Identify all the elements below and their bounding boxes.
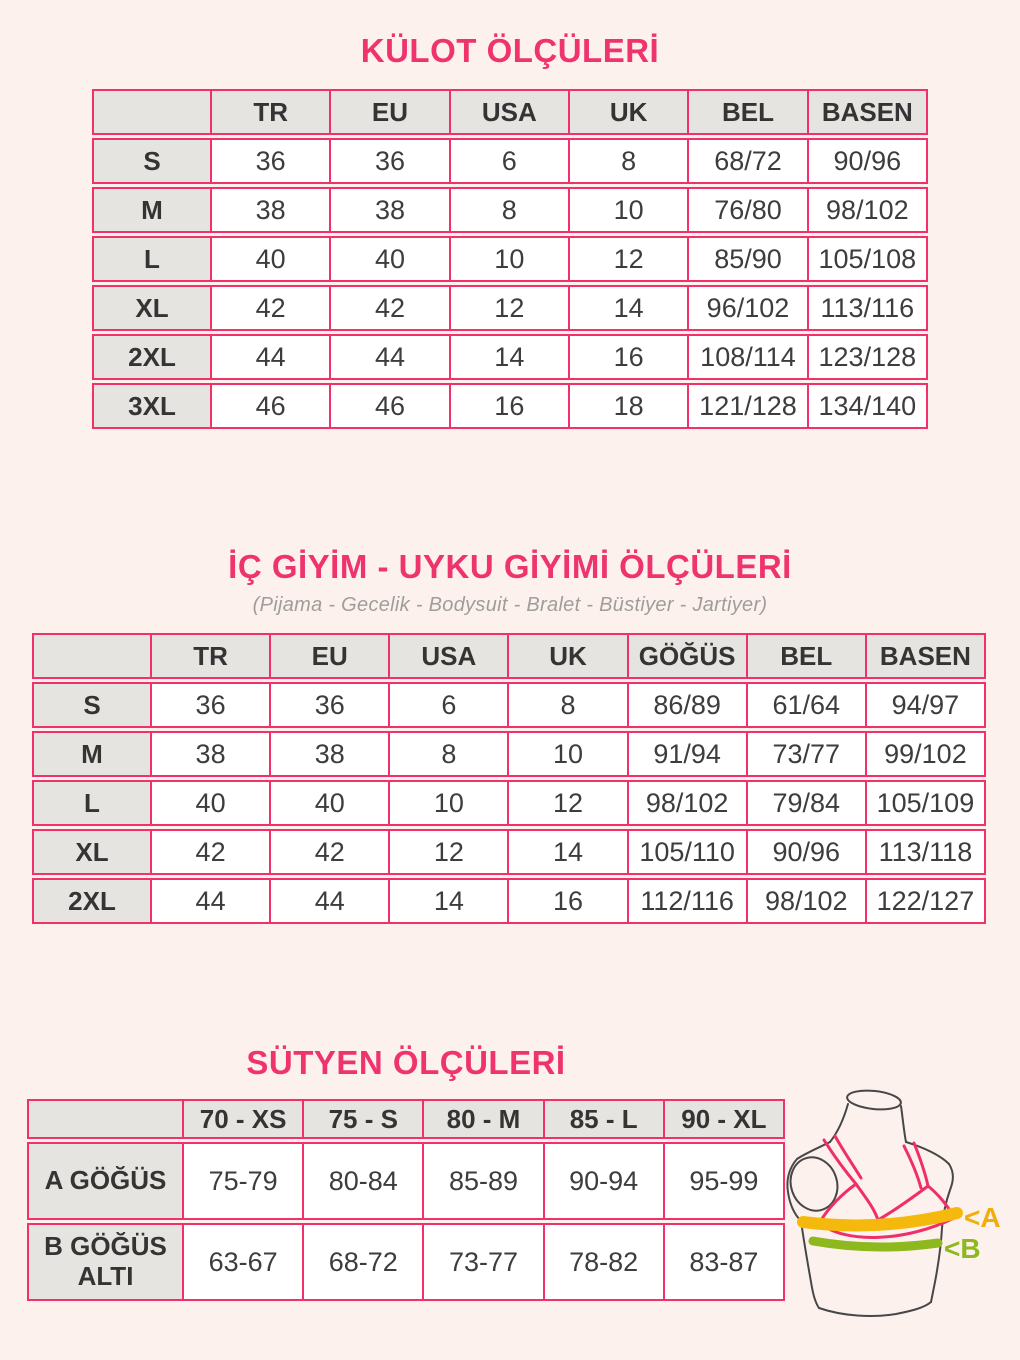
size-cell: 90/96 <box>809 138 928 184</box>
size-cell: 78-82 <box>545 1223 665 1301</box>
sutyen-table-title: SÜTYEN ÖLÇÜLERİ <box>246 1044 566 1081</box>
size-cell: 112/116 <box>629 878 748 924</box>
size-cell: 122/127 <box>867 878 986 924</box>
column-header: 80 - M <box>424 1099 544 1139</box>
size-cell: 61/64 <box>748 682 867 728</box>
size-cell: 44 <box>331 334 450 380</box>
measure-a-label: <A <box>964 1202 1001 1233</box>
size-cell: 98/102 <box>748 878 867 924</box>
size-cell: 12 <box>509 780 628 826</box>
size-cell: 105/110 <box>629 829 748 875</box>
size-cell: 63-67 <box>184 1223 304 1301</box>
kulot-table-title: KÜLOT ÖLÇÜLERİ <box>360 32 660 69</box>
size-cell: 6 <box>390 682 509 728</box>
size-cell: 85-89 <box>424 1142 544 1220</box>
table-row <box>32 780 986 826</box>
table-row <box>92 285 928 331</box>
ic-giyim-table-title: İÇ GİYİM - UYKU GİYİMİ ÖLÇÜLERİ <box>228 548 792 585</box>
table-row <box>32 829 986 875</box>
size-cell: 10 <box>390 780 509 826</box>
column-header: 75 - S <box>304 1099 424 1139</box>
size-cell: 14 <box>509 829 628 875</box>
table-row <box>32 731 986 777</box>
size-cell: 14 <box>390 878 509 924</box>
column-header: BASEN <box>867 633 986 679</box>
size-cell: 108/114 <box>689 334 808 380</box>
corner-cell <box>27 1099 184 1139</box>
row-label: 2XL <box>92 334 212 380</box>
size-cell: 36 <box>331 138 450 184</box>
kulot-size-table <box>92 86 928 432</box>
size-cell: 86/89 <box>629 682 748 728</box>
size-cell: 98/102 <box>809 187 928 233</box>
row-label: A GÖĞÜS <box>27 1142 184 1220</box>
size-cell: 36 <box>271 682 390 728</box>
size-cell: 10 <box>451 236 570 282</box>
size-cell: 90/96 <box>748 829 867 875</box>
header-row <box>32 633 986 679</box>
size-cell: 113/118 <box>867 829 986 875</box>
size-cell: 8 <box>509 682 628 728</box>
row-label: XL <box>92 285 212 331</box>
column-header: UK <box>509 633 628 679</box>
size-cell: 73-77 <box>424 1223 544 1301</box>
size-cell: 40 <box>271 780 390 826</box>
size-cell: 91/94 <box>629 731 748 777</box>
table-row <box>32 682 986 728</box>
size-cell: 14 <box>451 334 570 380</box>
column-header: USA <box>390 633 509 679</box>
table-row <box>92 236 928 282</box>
row-label: S <box>32 682 152 728</box>
column-header: UK <box>570 89 689 135</box>
size-cell: 38 <box>212 187 331 233</box>
bra-measurement-diagram <box>780 1080 1020 1360</box>
size-cell: 85/90 <box>689 236 808 282</box>
size-cell: 44 <box>152 878 271 924</box>
size-cell: 16 <box>509 878 628 924</box>
size-cell: 18 <box>570 383 689 429</box>
row-label: 3XL <box>92 383 212 429</box>
size-cell: 44 <box>271 878 390 924</box>
sutyen-size-table <box>27 1096 785 1304</box>
ic-giyim-size-table <box>32 630 986 927</box>
column-header: EU <box>271 633 390 679</box>
size-cell: 10 <box>570 187 689 233</box>
column-header: BEL <box>748 633 867 679</box>
size-cell: 46 <box>212 383 331 429</box>
row-label: L <box>32 780 152 826</box>
size-cell: 96/102 <box>689 285 808 331</box>
size-cell: 12 <box>390 829 509 875</box>
table-row <box>27 1142 785 1220</box>
size-cell: 75-79 <box>184 1142 304 1220</box>
size-cell: 36 <box>212 138 331 184</box>
table-row <box>92 383 928 429</box>
corner-cell <box>32 633 152 679</box>
measure-b-label: <B <box>944 1233 981 1264</box>
size-cell: 38 <box>152 731 271 777</box>
size-cell: 16 <box>570 334 689 380</box>
size-cell: 99/102 <box>867 731 986 777</box>
size-cell: 42 <box>212 285 331 331</box>
row-label: B GÖĞÜS ALTI <box>27 1223 184 1301</box>
row-label: S <box>92 138 212 184</box>
size-cell: 68-72 <box>304 1223 424 1301</box>
size-cell: 8 <box>390 731 509 777</box>
size-cell: 40 <box>212 236 331 282</box>
size-cell: 76/80 <box>689 187 808 233</box>
size-cell: 121/128 <box>689 383 808 429</box>
size-cell: 10 <box>509 731 628 777</box>
size-cell: 38 <box>271 731 390 777</box>
size-cell: 40 <box>152 780 271 826</box>
size-cell: 42 <box>331 285 450 331</box>
size-cell: 44 <box>212 334 331 380</box>
size-cell: 134/140 <box>809 383 928 429</box>
table-row <box>92 187 928 233</box>
column-header: USA <box>451 89 570 135</box>
size-cell: 90-94 <box>545 1142 665 1220</box>
size-cell: 105/108 <box>809 236 928 282</box>
size-cell: 113/116 <box>809 285 928 331</box>
row-label: XL <box>32 829 152 875</box>
size-cell: 94/97 <box>867 682 986 728</box>
underbust-line-b <box>813 1241 938 1247</box>
size-cell: 68/72 <box>689 138 808 184</box>
corner-cell <box>92 89 212 135</box>
size-cell: 12 <box>570 236 689 282</box>
size-cell: 8 <box>570 138 689 184</box>
size-cell: 80-84 <box>304 1142 424 1220</box>
size-cell: 14 <box>570 285 689 331</box>
row-label: L <box>92 236 212 282</box>
column-header: 90 - XL <box>665 1099 785 1139</box>
ic-giyim-table-subtitle: (Pijama - Gecelik - Bodysuit - Bralet - Büstiyer - Jartiyer) <box>252 594 768 616</box>
size-cell: 40 <box>331 236 450 282</box>
table-row <box>27 1223 785 1301</box>
size-cell: 16 <box>451 383 570 429</box>
size-cell: 123/128 <box>809 334 928 380</box>
column-header: GÖĞÜS <box>629 633 748 679</box>
row-label: M <box>32 731 152 777</box>
table-row <box>32 878 986 924</box>
size-cell: 38 <box>331 187 450 233</box>
size-cell: 42 <box>152 829 271 875</box>
row-label: M <box>92 187 212 233</box>
size-cell: 8 <box>451 187 570 233</box>
size-cell: 79/84 <box>748 780 867 826</box>
column-header: BEL <box>689 89 808 135</box>
column-header: BASEN <box>809 89 928 135</box>
size-cell: 105/109 <box>867 780 986 826</box>
size-cell: 98/102 <box>629 780 748 826</box>
size-cell: 12 <box>451 285 570 331</box>
table-row <box>92 138 928 184</box>
size-cell: 73/77 <box>748 731 867 777</box>
size-cell: 46 <box>331 383 450 429</box>
size-cell: 36 <box>152 682 271 728</box>
size-cell: 42 <box>271 829 390 875</box>
column-header: EU <box>331 89 450 135</box>
row-label: 2XL <box>32 878 152 924</box>
column-header: TR <box>212 89 331 135</box>
column-header: TR <box>152 633 271 679</box>
column-header: 70 - XS <box>184 1099 304 1139</box>
size-cell: 83-87 <box>665 1223 785 1301</box>
header-row <box>27 1099 785 1139</box>
header-row <box>92 89 928 135</box>
table-row <box>92 334 928 380</box>
size-cell: 95-99 <box>665 1142 785 1220</box>
size-cell: 6 <box>451 138 570 184</box>
column-header: 85 - L <box>545 1099 665 1139</box>
